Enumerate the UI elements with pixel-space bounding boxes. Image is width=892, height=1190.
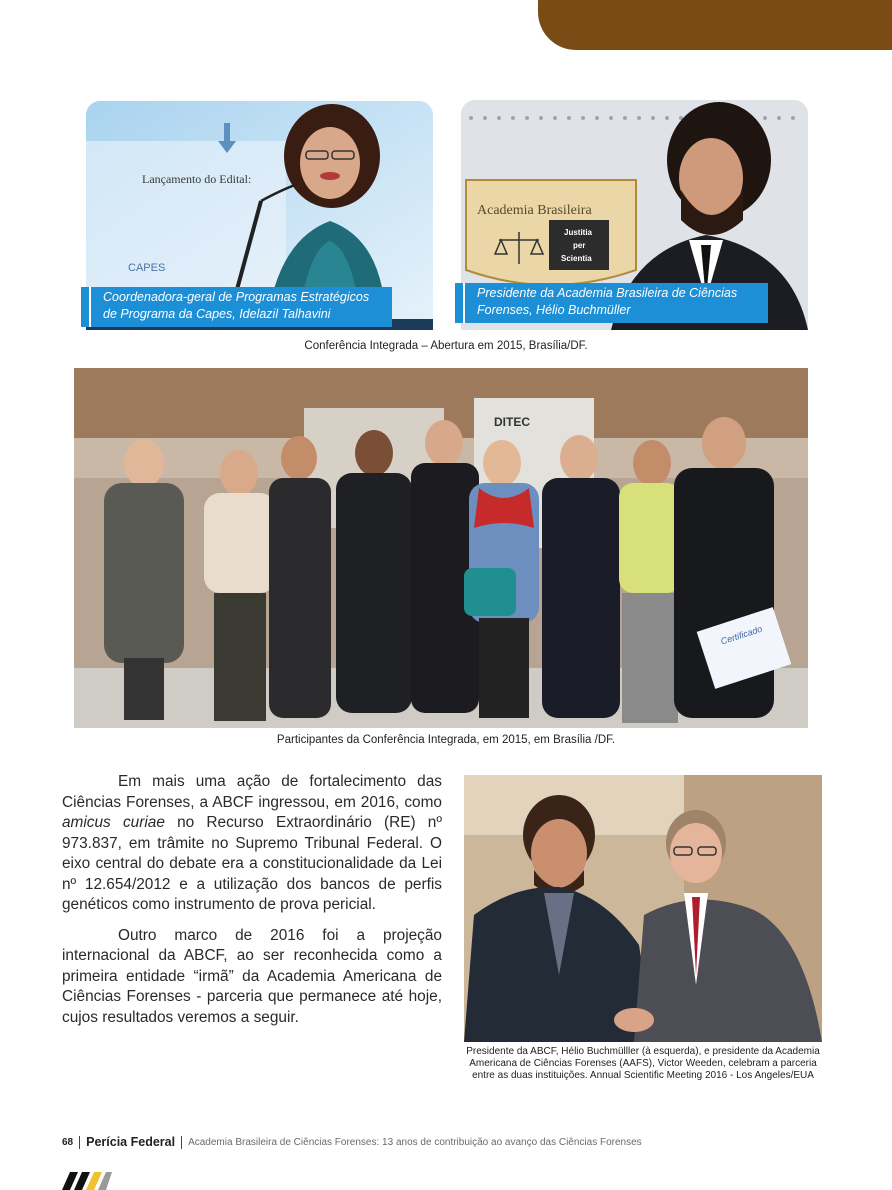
caption-box-capes-text: Coordenadora-geral de Programas Estratégicos de Programa da Capes, Idelazil Talhavini [103, 290, 370, 321]
footer-divider [181, 1136, 182, 1149]
footer-divider [79, 1136, 80, 1149]
footer-description: Academia Brasileira de Ciências Forenses: 13 anos de contribuição ao avanço das Ciências Forenses [188, 1136, 642, 1148]
crest-line2: per [573, 241, 586, 250]
paragraph-1-italic: amicus curiae [62, 814, 165, 831]
capes-logo-text: CAPES [128, 262, 166, 274]
caption-handshake: Presidente da ABCF, Hélio Buchmülller (à esquerda), e presidente da Academia Americana de Ciências Forenses (AAFS), Victor Weeden, celebram a parceria entre as duas instituições. Annual Scientific Meeting 2016 - Los Angeles/EUA [466, 1046, 820, 1081]
paragraph-2: Outro marco de 2016 foi a projeção internacional da ABCF, ao ser reconhecida como a primeira entidade “irmã” da Academia Americana de Ciências Forenses - parceria que permanece até hoje, cujos resultados veremos a seguir. [62, 926, 442, 1026]
certificate-text: Certificado [719, 623, 764, 647]
academia-sign-text: Academia Brasileira [477, 203, 592, 218]
article-body [62, 772, 442, 1038]
caption-participants: Participantes da Conferência Integrada, em 2015, em Brasília /DF. [276, 734, 616, 746]
photo-handshake [464, 775, 822, 1042]
slide-text: Lançamento do Edital: [142, 172, 252, 186]
magazine-name: Perícia Federal [86, 1135, 176, 1149]
photo-conference-group [74, 368, 808, 728]
paragraph-1-part-b: no Recurso Extraordinário (RE) nº 973.837, em trâmite no Supremo Tribunal Federal. O eixo central do debate era a constitucionalidade da Lei nº 12.654/2012 e a utilização dos bancos de perfis genéticos como instrumento de prova pericial. [62, 814, 442, 913]
caption-box-capes [81, 287, 392, 327]
page-number: 68 [62, 1136, 74, 1148]
header-brown-tab [538, 0, 892, 50]
crest-line3: Scientia [561, 254, 592, 263]
caption-box-president [455, 283, 768, 323]
paragraph-1-part-a: Em mais uma ação de fortalecimento das Ciências Forenses, a ABCF ingressou, em 2016, como [62, 773, 442, 811]
paragraph-1 [62, 772, 442, 916]
page-footer [62, 1134, 642, 1150]
caption-box-president-text: Presidente da Academia Brasileira de Ciências Forenses, Hélio Buchmüller [477, 286, 738, 317]
booth-sign-text: DITEC [494, 415, 530, 429]
stripes-decoration [62, 1172, 112, 1190]
caption-opening: Conferência Integrada – Abertura em 2015, Brasília/DF. [304, 340, 588, 352]
crest-line1: Justitia [564, 228, 593, 237]
